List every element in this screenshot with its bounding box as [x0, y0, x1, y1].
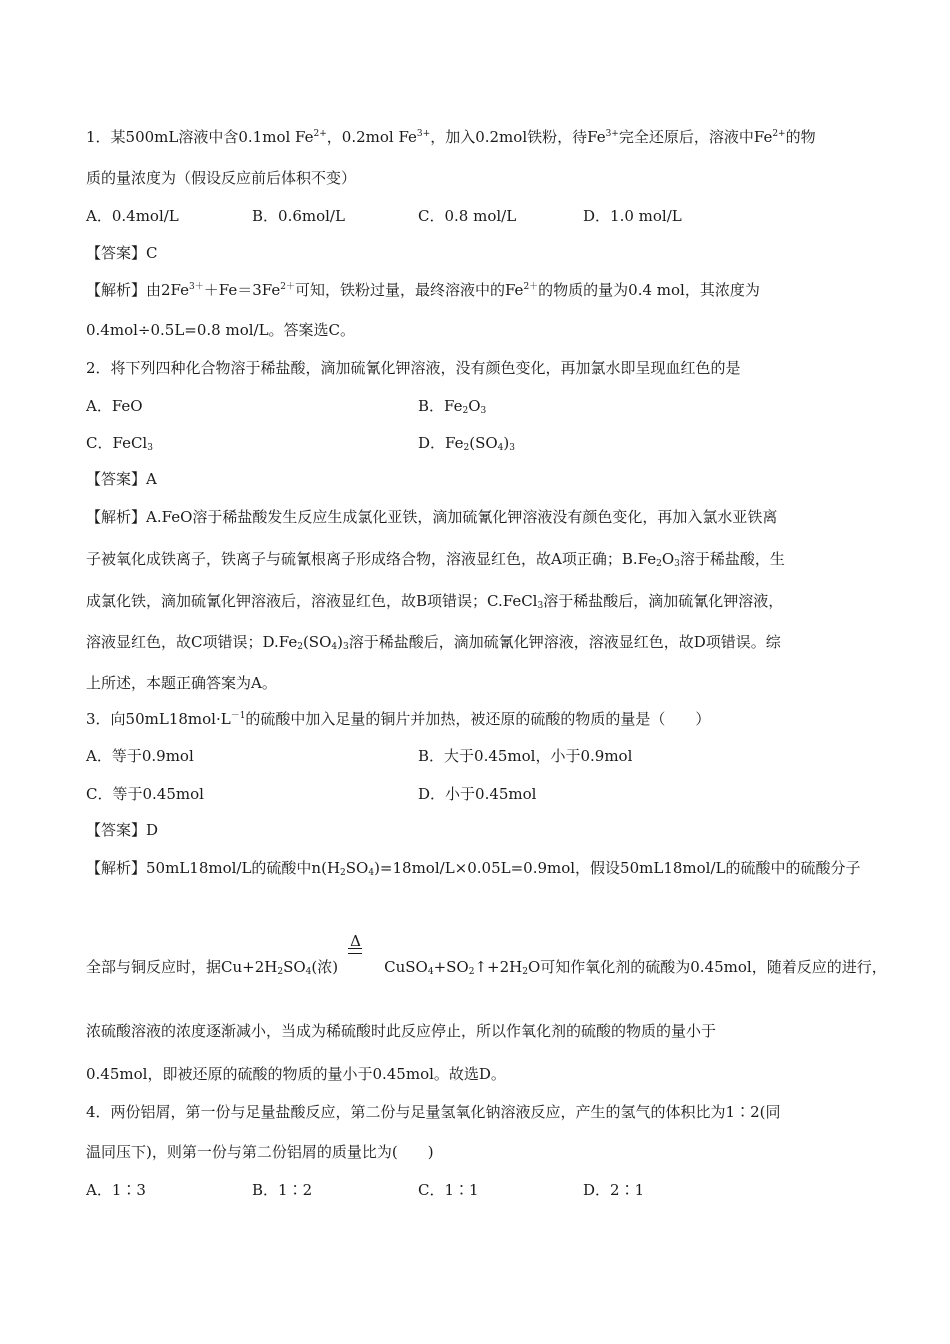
q1-option-a: A．0.4mol/L [86, 207, 179, 225]
q4-stem-line1: 4．两份铝屑，第一份与足量盐酸反应，第二份与足量氢氧化钠溶液反应，产生的氢气的体积比为1∶2(同 [86, 1103, 781, 1121]
q1-stem-line2: 质的量浓度为（假设反应前后体积不变） [86, 169, 357, 187]
q2-stem: 2．将下列四种化合物溶于稀盐酸，滴加硫氰化钾溶液，没有颜色变化，再加氯水即呈现血红色的是 [86, 359, 741, 377]
q3-stem: 3．向$50mL18mol\cdot L^{-1}$的硫酸中加入足量的铜片并加热，被还原的硫酸的物质的量是（ ） [86, 710, 711, 728]
q4-option-d: D．2∶1 [583, 1181, 645, 1199]
q1-option-d: D．1.0 mol/L [583, 207, 682, 225]
q3-option-b: B．大于0.45mol，小于0.9mol [418, 747, 633, 765]
q1-explanation-line2: 0.4mol÷0.5L=0.8 mol/L。答案选C。 [86, 321, 356, 339]
q2-explanation-line2: 子被氧化成铁离子，铁离子与硫氰根离子形成络合物，溶液显红色，故A项正确；$B.Fe_2O_3$溶于稀盐酸，生 [86, 550, 785, 569]
heating-condition-mark: Δ [338, 957, 384, 977]
q1-explanation-line1: 【解析】由$2Fe^{3+}+Fe=3Fe^{2+}$可知，铁粉过量，最终溶液中的$Fe^{2+}$的物质的量为0.4 mol，其浓度为 [86, 281, 760, 299]
q2-explanation-line5: 上所述，本题正确答案为A。 [86, 674, 277, 692]
q2-option-b: B．$Fe_2O_3$ [418, 397, 487, 416]
q4-option-c: C．1∶1 [418, 1181, 479, 1199]
q2-option-a: A．FeO [86, 397, 143, 415]
q2-explanation-line1: 【解析】A.FeO溶于稀盐酸发生反应生成氯化亚铁，滴加硫氰化钾溶液没有颜色变化，再加入氯水亚铁离 [86, 508, 778, 526]
q2-option-d: D．$Fe_2(SO_4)_3$ [418, 434, 515, 453]
q1-answer: 【答案】C [86, 244, 158, 262]
q4-option-a: A．1∶3 [86, 1181, 146, 1199]
q2-explanation-line4: 溶液显红色，故C项错误；$D.Fe_2(SO_4)_3$溶于稀盐酸后，滴加硫氰化钾溶液，溶液显红色，故D项错误。综 [86, 633, 781, 652]
q2-explanation-line3: 成氯化铁，滴加硫氰化钾溶液后，溶液显红色，故B项错误；C.FeCl$_3$溶于稀盐酸后，滴加硫氰化钾溶液， [86, 592, 784, 611]
q3-explanation-line1: 【解析】50mL18mol/L的硫酸中$n(H_2SO_4)=18mol/L\times 0.05L=0.9mol$，假设50mL18mol/L的硫酸中的硫酸分子 [86, 859, 861, 878]
q3-answer: 【答案】D [86, 821, 159, 839]
q3-explanation-line2: 全部与铜反应时，据$Cu+2H_2SO_4$(浓) Δ $CuSO_4+SO_2↑+2H_2O$可知作氧化剂的硫酸为0.45mol，随着反应的进行， [86, 932, 887, 977]
q3-option-d: D．小于0.45mol [418, 785, 537, 803]
q4-stem-line2: 温同压下)，则第一份与第二份铝屑的质量比为( ) [86, 1143, 434, 1161]
q1-stem-line1: 1．某500mL溶液中含0.1mol $Fe^{2+}$，0.2mol $Fe^{3+}$，加入0.2mol铁粉，待$Fe^{3+}$完全还原后，溶液中$Fe^{2+}$的物 [86, 128, 816, 146]
q4-option-b: B．1∶2 [252, 1181, 313, 1199]
q3-option-a: A．等于0.9mol [86, 747, 194, 765]
q2-answer: 【答案】A [86, 470, 157, 488]
q3-explanation-line4: 0.45mol，即被还原的硫酸的物质的量小于0.45mol。故选D。 [86, 1065, 506, 1083]
q3-option-c: C．等于0.45mol [86, 785, 204, 803]
q1-option-c: C．0.8 mol/L [418, 207, 517, 225]
q1-option-b: B．0.6mol/L [252, 207, 345, 225]
q2-option-c: C．FeCl$_3$ [86, 434, 153, 453]
q3-explanation-line3: 浓硫酸溶液的浓度逐渐减小，当成为稀硫酸时此反应停止，所以作氧化剂的硫酸的物质的量小于 [86, 1022, 717, 1040]
